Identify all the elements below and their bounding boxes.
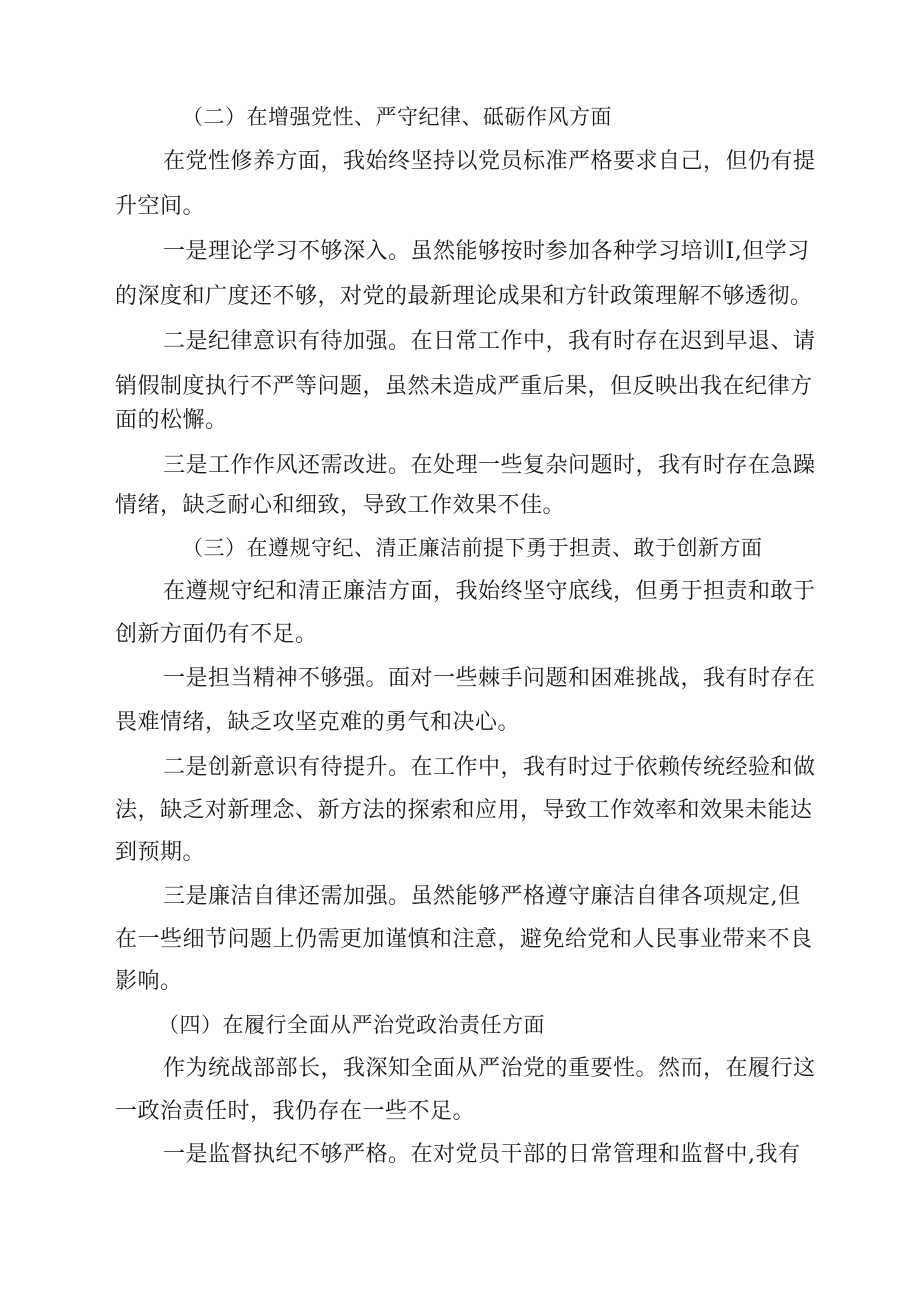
paragraph-line: 面的松懈。	[115, 408, 228, 433]
paragraph-line: 在一些细节问题上仍需更加谨慎和注意，避免给党和人民事业带来不良	[115, 927, 813, 952]
section-heading-3: （三）在遵规守纪、清正廉洁前提下勇于担责、敢于创新方面	[182, 536, 763, 560]
paragraph-line: 创新方面仍有不足。	[115, 622, 318, 647]
paragraph-line: 在遵规守纪和清正廉洁方面，我始终坚守底线，但勇于担责和敢于	[163, 579, 816, 604]
paragraph-line: 三是工作作风还需改进。在处理一些复杂问题时，我有时存在急躁	[163, 453, 816, 478]
paragraph-line: 的深度和广度还不够，对党的最新理论成果和方针政策理解不够透彻。	[115, 284, 813, 309]
paragraph-line: 在党性修养方面，我始终坚持以党员标准严格要求自己，但仍有提	[163, 149, 816, 174]
paragraph-line: 到预期。	[115, 840, 206, 865]
paragraph-line: 一是理论学习不够深入。虽然能够按时参加各种学习培训I,但学习	[163, 239, 810, 264]
section-heading-4: （四）在履行全面从严治党政治责任方面	[158, 1013, 545, 1037]
paragraph-line: 法，缺乏对新理念、新方法的探索和应用，导致工作效率和效果未能达	[115, 798, 813, 823]
paragraph-line: 升空间。	[115, 194, 206, 219]
paragraph-line: 畏难情绪，缺乏攻坚克难的勇气和决心。	[115, 710, 521, 735]
paragraph-line: 情绪，缺乏耐心和细致，导致工作效果不佳。	[115, 493, 566, 518]
paragraph-line: 一是担当精神不够强。面对一些棘手问题和困难挑战，我有时存在	[163, 666, 816, 691]
paragraph-line: 影响。	[115, 969, 183, 994]
paragraph-line: 一是监督执纪不够严格。在对党员干部的日常管理和监督中,我有	[163, 1142, 801, 1167]
paragraph-line: 作为统战部部长，我深知全面从严治党的重要性。然而，在履行这	[163, 1056, 816, 1081]
paragraph-line: 销假制度执行不严等问题，虽然未造成严重后果，但反映出我在纪律方	[115, 374, 813, 399]
section-heading-2: （二）在增强党性、严守纪律、砥砺作风方面	[182, 105, 612, 129]
paragraph-line: 一政治责任时，我仍存在一些不足。	[115, 1099, 476, 1124]
paragraph-line: 三是廉洁自律还需加强。虽然能够严格遵守廉洁自律各项规定,但	[163, 884, 801, 909]
paragraph-line: 二是纪律意识有待加强。在日常工作中，我有时存在迟到早退、请	[163, 329, 816, 354]
paragraph-line: 二是创新意识有待提升。在工作中，我有时过于依赖传统经验和做	[163, 755, 816, 780]
